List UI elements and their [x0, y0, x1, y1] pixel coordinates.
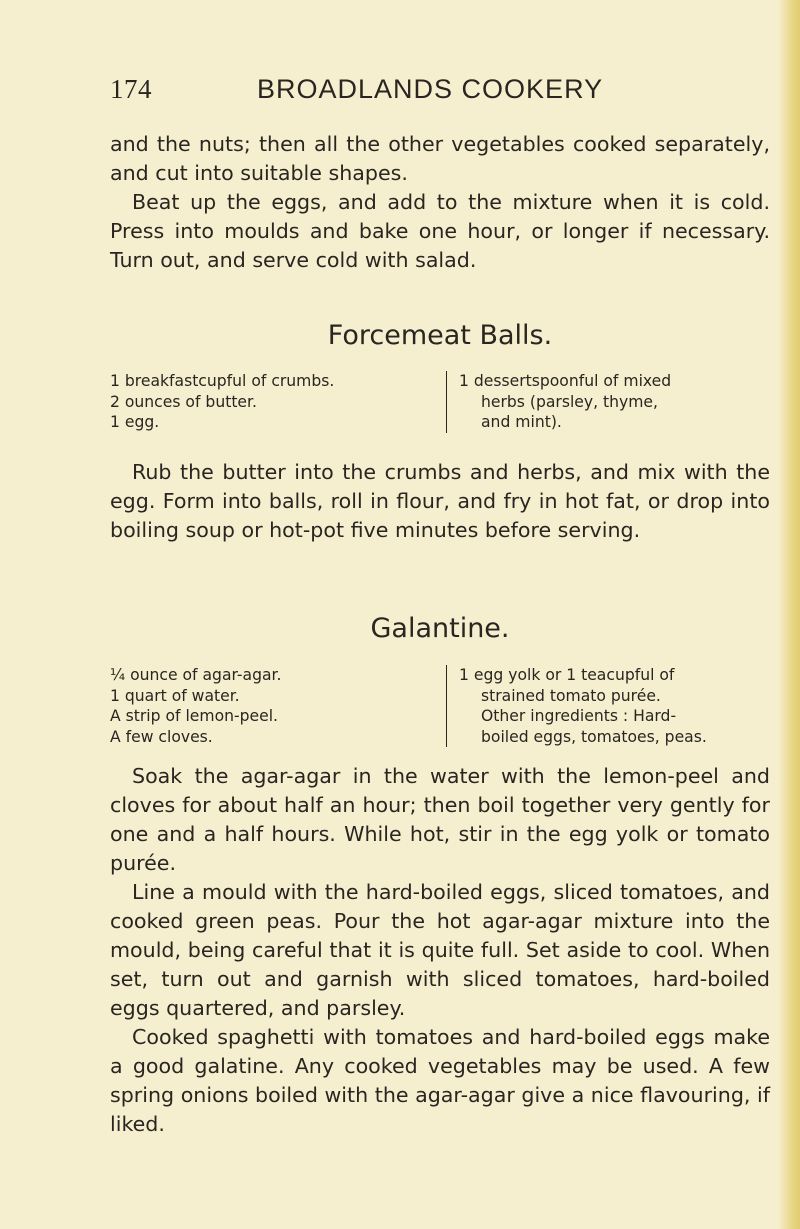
ingredient-line: 1 breakfastcupful of crumbs.: [110, 372, 335, 390]
ingredient-line: A strip of lemon-peel.: [110, 707, 278, 725]
galantine-method-paragraph-2: Line a mould with the hard-boiled eggs, sliced tomatoes, and cooked green peas. Pour the hot agar-agar mixture into the mould, being careful that it is quite full. Set aside to cool. When set, turn out and garnish with sliced tomatoes, hard-boiled eggs quartered, and parsley.: [110, 880, 770, 1020]
ingredient-line: herbs (parsley, thyme,: [481, 392, 658, 411]
ingredient-line: 1 egg.: [110, 413, 160, 431]
forcemeat-ingredients: [110, 371, 770, 433]
running-head: [110, 74, 770, 114]
galantine-ingredients-right: [446, 665, 783, 747]
intro-text: [110, 130, 770, 275]
ingredient-line: 1 quart of water.: [110, 686, 240, 705]
galantine-method-paragraph-1: Soak the agar-agar in the water with the lemon-peel and cloves for about half an hour; then boil together very gently for one and a half hours. While hot, stir in the egg yolk or tomato purée.: [110, 764, 770, 875]
forcemeat-method-paragraph: Rub the butter into the crumbs and herbs, and mix with the egg. Form into balls, roll in flour, and fry in hot fat, or drop into boiling soup or hot-pot five minutes before serving.: [110, 460, 770, 542]
forcemeat-ingredients-left: [110, 371, 428, 433]
page-edge: [778, 0, 800, 1229]
ingredient-line: 2 ounces of butter.: [110, 392, 257, 411]
page-number: 174: [110, 74, 152, 104]
forcemeat-ingredients-right: [446, 371, 783, 433]
ingredient-line: A few cloves.: [110, 727, 213, 746]
galantine-method: [110, 762, 770, 1139]
ingredient-line: ¼ ounce of agar-agar.: [110, 666, 282, 684]
intro-paragraph-2: Beat up the eggs, and add to the mixture when it is cold. Press into moulds and bake one hour, or longer if necessary. Turn out, and serve cold with salad.: [110, 190, 770, 272]
ingredient-line: 1 dessertspoonful of mixed: [459, 372, 672, 390]
ingredient-line: Other ingredients : Hard-: [481, 707, 677, 725]
galantine-ingredients-left: [110, 665, 428, 747]
galantine-title: Galantine.: [370, 613, 510, 644]
forcemeat-method: [110, 458, 770, 545]
forcemeat-title: Forcemeat Balls.: [327, 320, 553, 351]
ingredient-line: strained tomato purée.: [481, 686, 661, 705]
galantine-method-paragraph-3: Cooked spaghetti with tomatoes and hard-boiled eggs make a good galatine. Any cooked vegetables may be used. A few spring onions boiled with the agar-agar give a nice flavouring, if liked.: [110, 1025, 770, 1136]
galantine-ingredients: [110, 665, 770, 749]
ingredient-line: 1 egg yolk or 1 teacupful of: [459, 666, 675, 684]
ingredient-line: boiled eggs, tomatoes, peas.: [481, 727, 707, 746]
running-title: BROADLANDS COOKERY: [257, 74, 604, 104]
ingredient-line: and mint).: [481, 413, 562, 431]
intro-paragraph-1: and the nuts; then all the other vegetables cooked separately, and cut into suitable shapes.: [110, 132, 770, 185]
